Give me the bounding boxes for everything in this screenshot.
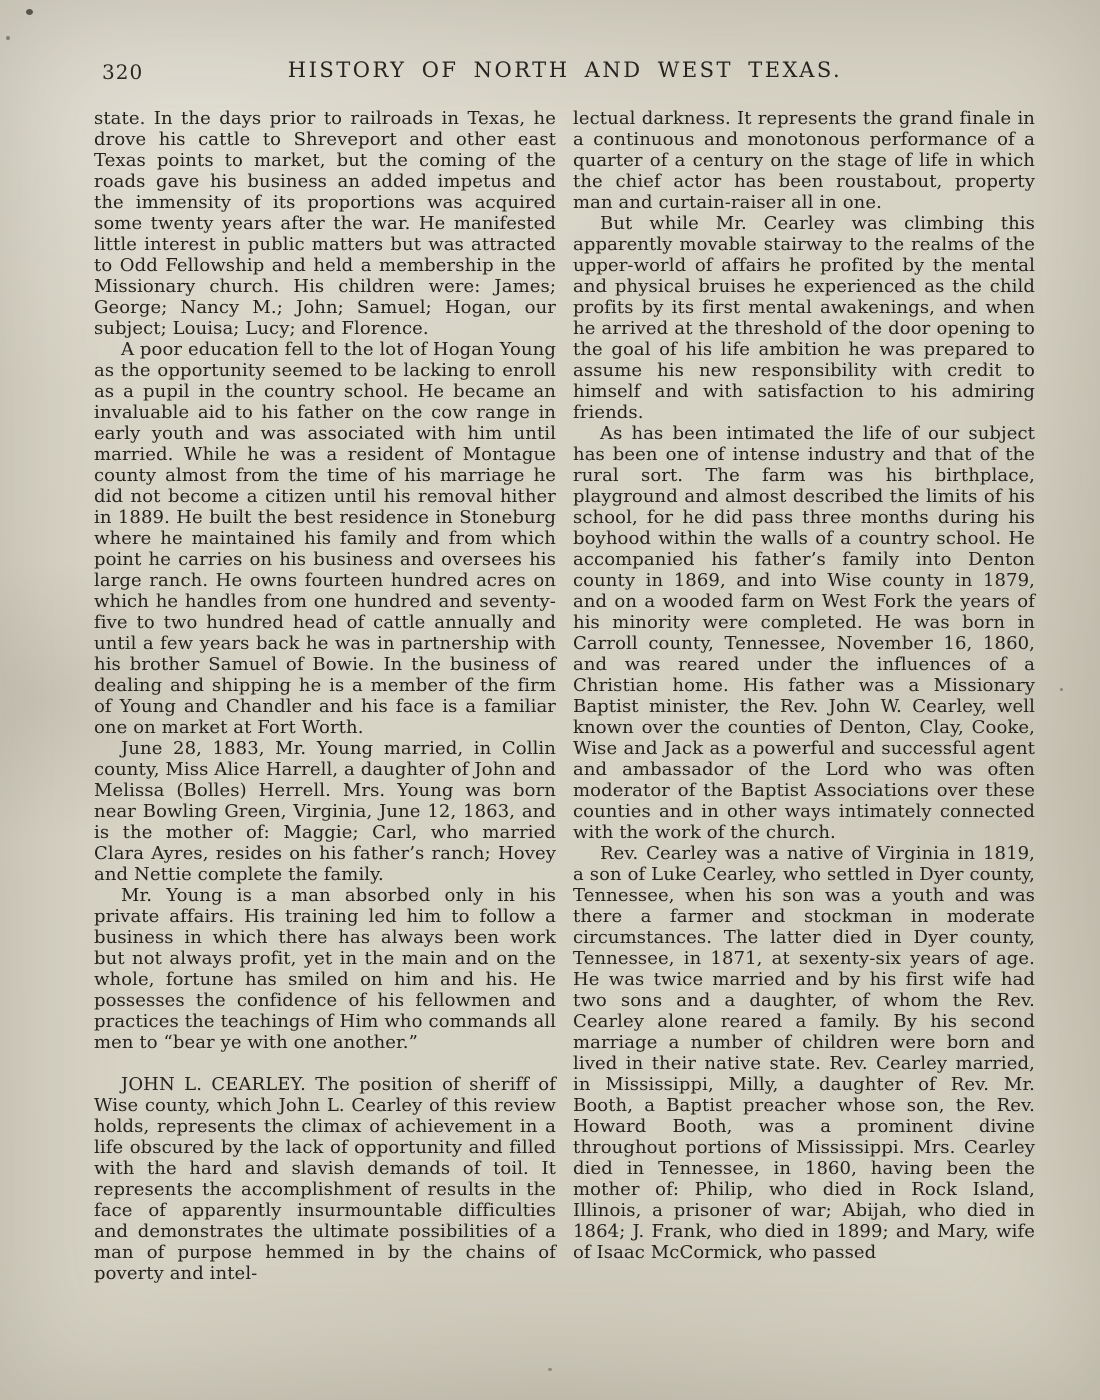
paragraph: June 28, 1883, Mr. Young married, in Collin county, Miss Alice Harrell, a daughter of John and Melissa (Bolles) Herrell. Mrs. Young was born near Bowling Green, Virginia, June 12, 1863, and is the mother of: Maggie; Carl, who married Clara Ayres, resides on his father’s ranch; Hovey and Nettie complete the family. [94,738,556,885]
paragraph: lectual darkness. It represents the grand finale in a continuous and monotonous performance of a quarter of a century on the stage of life in which the chief actor has been roustabout, property man and curtain-raiser all in one. [573,108,1035,213]
paragraph: Rev. Cearley was a native of Virginia in 1819, a son of Luke Cearley, who settled in Dyer county, Tennessee, when his son was a youth and was there a farmer and stockman in moderate circumstances. The latter died in Dyer county, Tennessee, in 1871, at sexenty-six years of age. He was twice married and by his first wife had two sons and a daughter, of whom the Rev. Cearley alone reared a family. By his second marriage a number of children were born and lived in their native state. Rev. Cearley married, in Mississippi, Milly, a daughter of Rev. Mr. Booth, a Baptist preacher whose son, the Rev. Howard Booth, was a prominent divine throughout portions of Mississippi. Mrs. Cearley died in Tennessee, in 1860, having been the mother of: Philip, who died in Rock Island, Illinois, a prisoner of war; Abijah, who died in 1864; J. Frank, who died in 1899; and Mary, wife of Isaac McCormick, who passed [573,843,1035,1263]
paragraph: As has been intimated the life of our subject has been one of intense industry and that of the rural sort. The farm was his birthplace, playground and almost described the limits of his school, for he did pass three months during his boyhood within the walls of a country school. He accompanied his father’s family into Denton county in 1869, and into Wise county in 1879, and on a wooded farm on West Fork the years of his minority were completed. He was born in Carroll county, Tennessee, November 16, 1860, and was reared under the influences of a Christian home. His father was a Missionary Baptist minister, the Rev. John W. Cearley, well known over the counties of Denton, Clay, Cooke, Wise and Jack as a powerful and successful agent and ambassador of the Lord who was often moderator of the Baptist Associations over these counties and in other ways intimately connected with the work of the church. [573,423,1035,843]
running-title: HISTORY OF NORTH AND WEST TEXAS. [287,58,843,82]
page-number: 320 [102,60,144,84]
left-column [94,108,556,1284]
paragraph: Mr. Young is a man absorbed only in his private affairs. His training led him to follow a business in which there has always been work but not always profit, yet in the main and on the whole, fortune has smiled on him and his. He possesses the confidence of his fellowmen and practices the teachings of Him who commands all men to “bear ye with one another.” [94,885,556,1053]
paragraph: state. In the days prior to railroads in Texas, he drove his cattle to Shreveport and other east Texas points to market, but the coming of the roads gave his business an added impetus and the immensity of its proportions was acquired some twenty years after the war. He manifested little interest in public matters but was attracted to Odd Fellowship and held a membership in the Missionary church. His children were: James; George; Nancy M.; John; Samuel; Hogan, our subject; Louisa; Lucy; and Florence. [94,108,556,339]
page-header [94,48,1036,94]
right-column [573,108,1035,1284]
paragraph: But while Mr. Cearley was climbing this apparently movable stairway to the realms of the upper-world of affairs he profited by the mental and physical bruises he experienced as the child profits by its first mental awakenings, and when he arrived at the threshold of the door opening to the goal of his life ambition he was prepared to assume his new responsibility with credit to himself and with satisfaction to his admiring friends. [573,213,1035,423]
paragraph: A poor education fell to the lot of Hogan Young as the opportunity seemed to be lacking to enroll as a pupil in the country school. He became an invaluable aid to his father on the cow range in early youth and was associated with him until married. While he was a resident of Montague county almost from the time of his marriage he did not become a citizen until his removal hither in 1889. He built the best residence in Stoneburg where he maintained his family and from which point he carries on his business and oversees his large ranch. He owns fourteen hundred acres on which he handles from one hundred and seventy-five to two hundred head of cattle annually and until a few years back he was in partnership with his brother Samuel of Bowie. In the business of dealing and shipping he is a member of the firm of Young and Chandler and his face is a familiar one on market at Fort Worth. [94,339,556,738]
scan-speckle [548,1368,552,1371]
scan-speckle [6,36,10,40]
text-columns [94,108,1036,1284]
paragraph: JOHN L. CEARLEY. The position of sheriff of Wise county, which John L. Cearley of this review holds, represents the climax of achievement in a life obscured by the lack of opportunity and filled with the hard and slavish demands of toil. It represents the accomplishment of results in the face of apparently insurmountable difficulties and demonstrates the ultimate possibilities of a man of purpose hemmed in by the chains of poverty and intel- [94,1074,556,1284]
scan-speckle [26,9,33,15]
scan-speckle [1060,688,1063,691]
